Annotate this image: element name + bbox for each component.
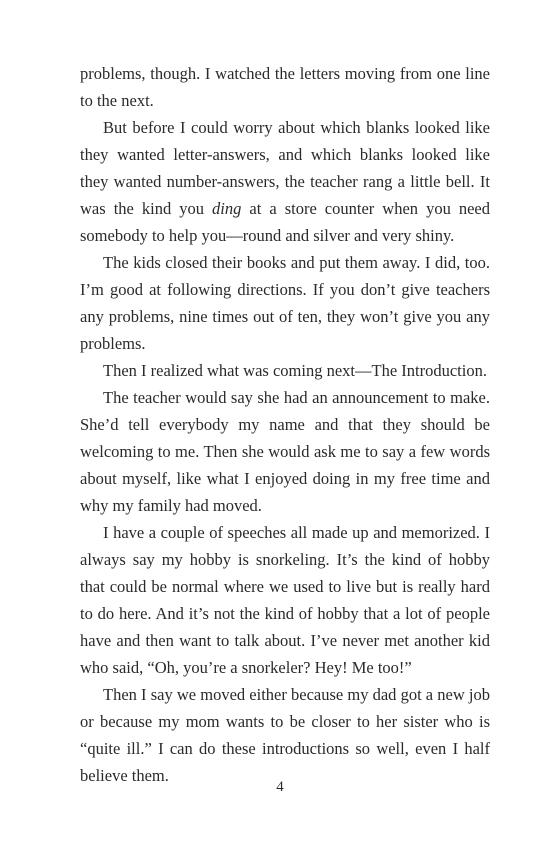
paragraph-2-before: But before I could worry about which blanks looked like they wanted letter-answers, and which blanks looked like they wanted number-answers, the teacher rang a little bell. It was the kind you — [80, 118, 490, 218]
paragraph-7: Then I say we moved either because my dad got a new job or because my mom wants to be closer to her sister who is “quite ill.” I can do these introductions so well, even I half believe them. — [80, 685, 490, 785]
paragraph-3: The kids closed their books and put them away. I did, too. I’m good at following directions. If you don’t give teachers any problems, nine times out of ten, they won’t give you any problems. — [80, 253, 490, 353]
paragraph-2-after: at a store counter when you need somebody to help you—round and silver and very shiny. — [80, 199, 491, 245]
paragraph-2 — [80, 114, 490, 249]
page-number: 4 — [276, 779, 284, 795]
page-body-text — [80, 60, 490, 789]
paragraph-2-emphasis: ding — [212, 199, 242, 218]
paragraph-4: Then I realized what was coming next—The Introduction. — [103, 361, 487, 380]
paragraph-1: problems, though. I watched the letters moving from one line to the next. — [80, 64, 490, 110]
paragraph-6: I have a couple of speeches all made up and memorized. I always say my hobby is snorkeling. It’s the kind of hobby that could be normal where we used to live but is really hard to do here. And it’s not the kind of hobby that a lot of people have and then want to talk about. I’ve never met another kid who said, “Oh, you’re a snorkeler? Hey! Me too!” — [80, 523, 490, 677]
paragraph-5: The teacher would say she had an announcement to make. She’d tell everybody my name and that they should be welcoming to me. Then she would ask me to say a few words about myself, like what I enjoyed doing in my free time and why my family had moved. — [80, 388, 490, 515]
